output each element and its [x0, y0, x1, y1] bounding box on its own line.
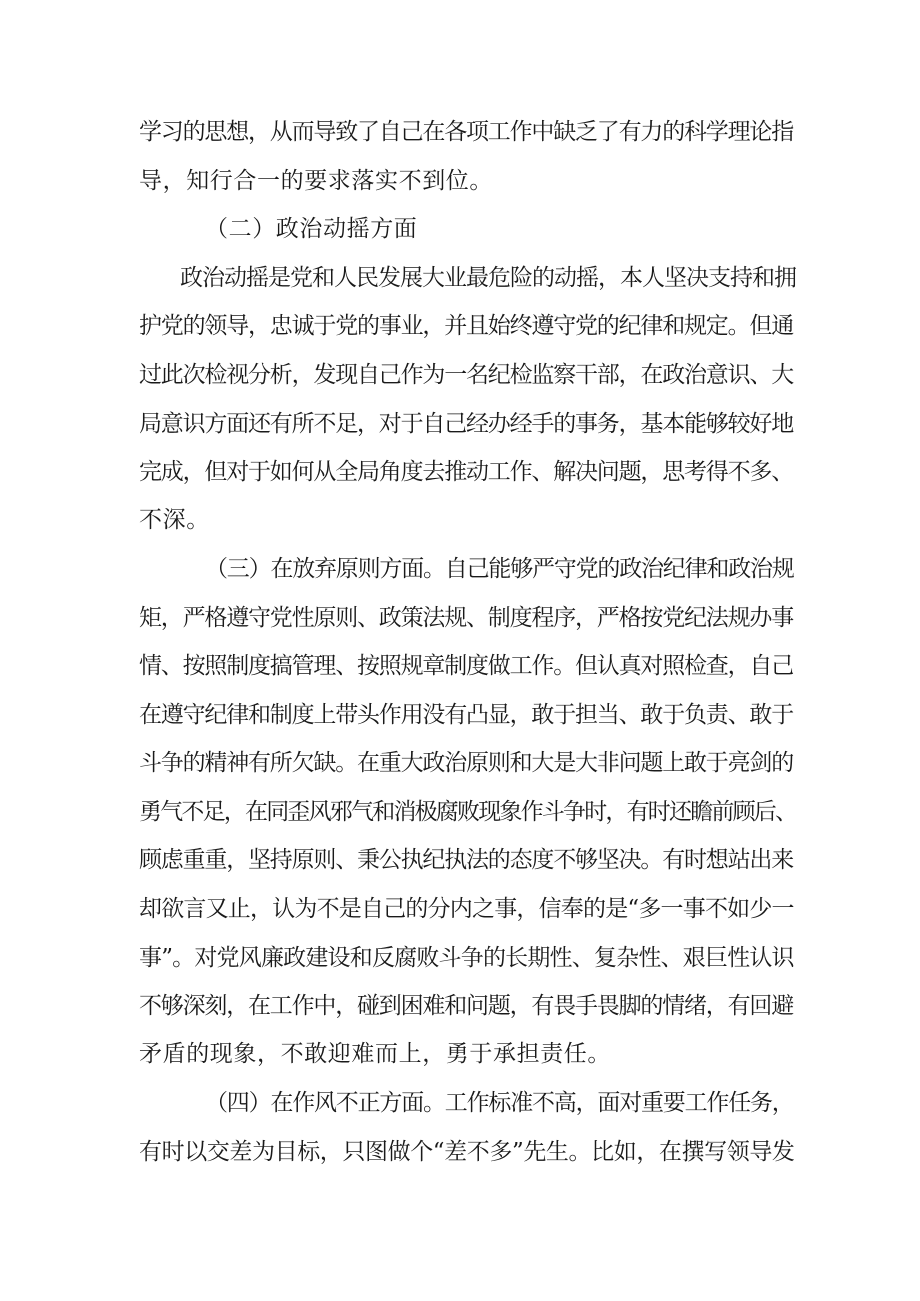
text-line-1: 学习的思想，从而导致了自己在各项工作中缺乏了有力的科学理论指	[139, 119, 794, 145]
text-line-15: 勇气不足，在同歪风邪气和消极腐败现象作斗争时，有时还瞻前顾后、	[139, 799, 797, 825]
text-line-9: 不深。	[139, 507, 210, 533]
section-heading-3: （三）在放弃原则方面。自己能够严守党的政治纪律和政治规	[205, 556, 794, 582]
text-line-12: 情、按照制度搞管理、按照规章制度做工作。但认真对照检查，自己	[139, 653, 794, 679]
text-line-13: 在遵守纪律和制度上带头作用没有凸显，敢于担当、敢于负责、敢于	[139, 702, 794, 728]
text-line-2: 导，知行合一的要求落实不到位。	[139, 168, 493, 194]
text-line-11: 矩，严格遵守党性原则、政策法规、制度程序，严格按党纪法规办事	[139, 605, 794, 631]
text-line-20: 矛盾的现象，不敢迎难而上，勇于承担责任。	[139, 1041, 611, 1067]
text-line-18: 事”。对党风廉政建设和反腐败斗争的长期性、复杂性、艰巨性认识	[139, 945, 794, 971]
text-line-5: 护党的领导，忠诚于党的事业，并且始终遵守党的纪律和规定。但通	[139, 313, 794, 339]
text-line-17: 却欲言又止，认为不是自己的分内之事，信奉的是“多一事不如少一	[139, 896, 794, 922]
text-line-7: 局意识方面还有所不足，对于自己经办经手的事务，基本能够较好地	[139, 411, 794, 437]
text-line-16: 顾虑重重，坚持原则、秉公执纪执法的态度不够坚决。有时想站出来	[139, 847, 794, 873]
text-line-22: 有时以交差为目标，只图做个“差不多”先生。比如，在撰写领导发	[139, 1139, 795, 1165]
text-line-6: 过此次检视分析，发现自己作为一名纪检监察干部，在政治意识、大	[139, 362, 794, 388]
text-line-14: 斗争的精神有所欠缺。在重大政治原则和大是大非问题上敢于亮剑的	[139, 750, 794, 776]
section-heading-2: （二）政治动摇方面	[205, 216, 418, 242]
text-line-4: 政治动摇是党和人民发展大业最危险的动摇，本人坚决支持和拥	[180, 265, 796, 291]
section-heading-4: （四）在作风不正方面。工作标准不高，面对重要工作任务，	[205, 1090, 794, 1116]
text-line-8: 完成，但对于如何从全局角度去推动工作、解决问题，思考得不多、	[139, 459, 794, 485]
text-line-19: 不够深刻，在工作中，碰到困难和问题，有畏手畏脚的情绪，有回避	[139, 993, 794, 1019]
